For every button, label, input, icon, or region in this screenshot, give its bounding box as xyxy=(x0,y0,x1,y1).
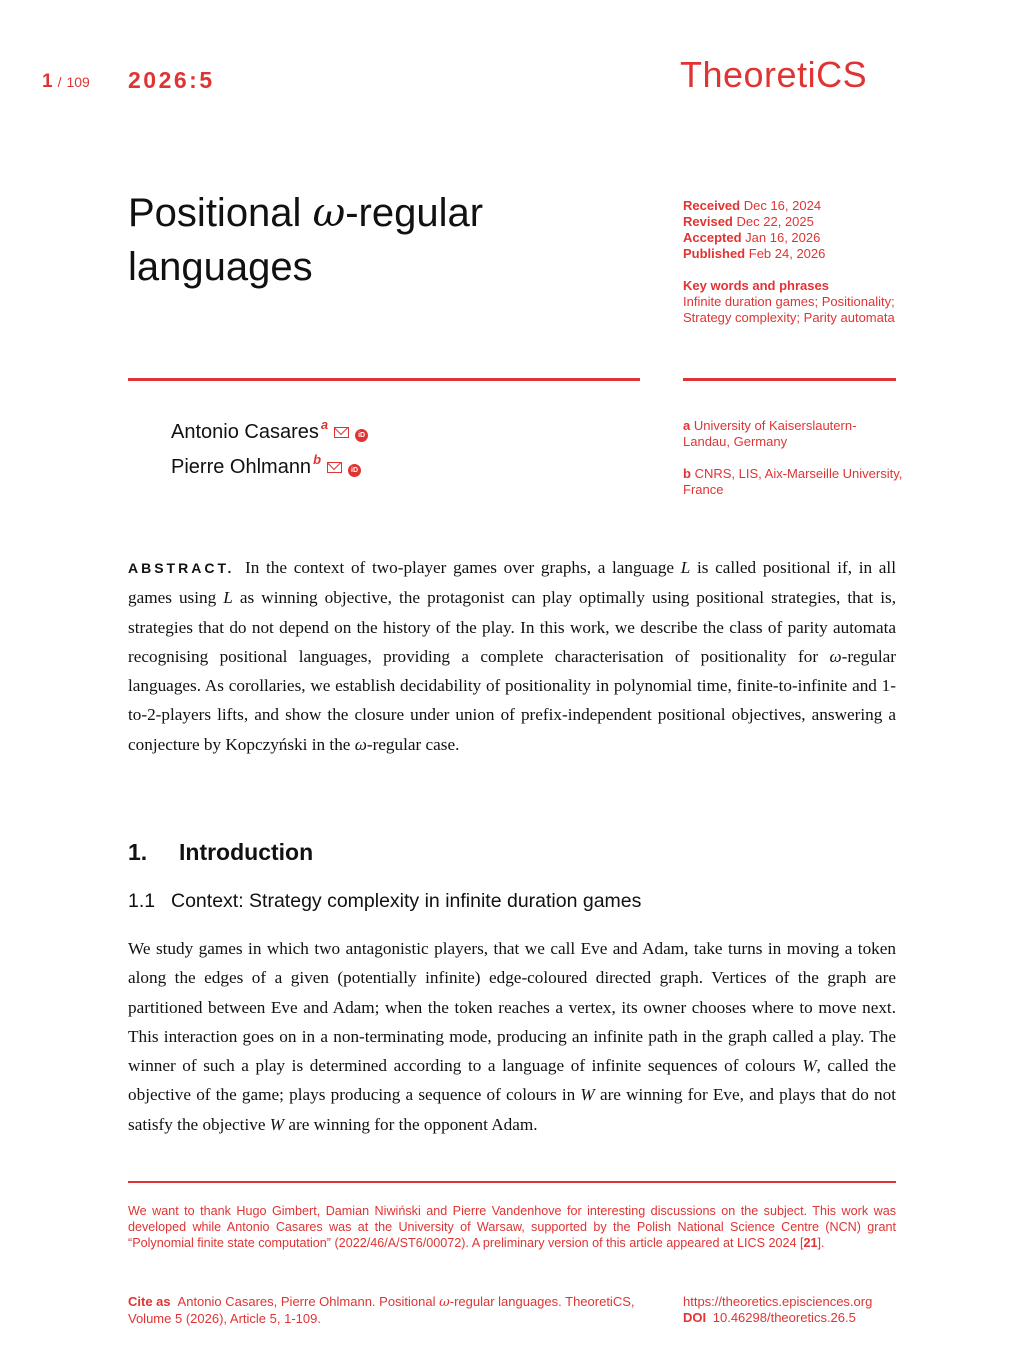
intro-text: are winning for the opponent Adam. xyxy=(284,1114,538,1134)
journal-url-link[interactable]: https://theoretics.episciences.org xyxy=(683,1294,873,1309)
abstract-heading: ABSTRACT. xyxy=(128,560,235,576)
cite-text: -regular languages. TheoretiCS, Volume 5 (2026), Article 5, 1-109. xyxy=(128,1294,635,1326)
title-part2: -regular languages xyxy=(128,191,484,289)
page-number xyxy=(42,71,90,93)
subsection-heading xyxy=(128,890,641,913)
published-label: Published xyxy=(683,246,746,261)
affiliation-a xyxy=(683,418,903,450)
math-omega: ω xyxy=(354,734,367,754)
publication-dates xyxy=(683,198,923,262)
affiliation-b xyxy=(683,466,903,498)
math-L: L xyxy=(223,588,233,608)
accepted-row xyxy=(683,230,923,246)
author-affil-mark: a xyxy=(320,417,329,432)
accepted-date: Jan 16, 2026 xyxy=(745,230,821,245)
title-divider xyxy=(128,378,640,381)
journal-logo[interactable]: TheoretiCS xyxy=(680,54,868,95)
footnote xyxy=(128,1203,896,1252)
email-icon[interactable] xyxy=(327,462,342,473)
abstract-text: -regular languages. As corollaries, we establish decidability of positionality in polynomial time, finite-to-infinite and 1-to-2-players lifts, and show the closure under union of prefix-independent positional objectives, answering a conjecture by Kopczyński in the xyxy=(128,646,896,754)
author-affil-mark: b xyxy=(313,452,322,467)
email-icon[interactable] xyxy=(334,427,349,438)
article-number: 2026:5 xyxy=(128,67,215,93)
accepted-label: Accepted xyxy=(683,230,742,245)
author-casares xyxy=(171,417,368,444)
revised-row xyxy=(683,214,923,230)
doi-link[interactable]: 10.46298/theoretics.26.5 xyxy=(712,1310,856,1325)
page-separator: / xyxy=(57,74,62,90)
cite-label: Cite as xyxy=(128,1294,171,1309)
footnote-divider xyxy=(128,1181,896,1183)
subsection-title: Context: Strategy complexity in infinite duration games xyxy=(171,890,642,912)
affiliation-text: University of Kaiserslautern-Landau, Germany xyxy=(683,418,857,449)
page-total: 109 xyxy=(66,74,90,90)
citation-link[interactable]: 21 xyxy=(803,1236,818,1251)
affiliation-text: CNRS, LIS, Aix-Marseille University, France xyxy=(683,466,903,497)
keywords-text: Infinite duration games; Positionality; Strategy complexity; Parity automata xyxy=(683,294,895,325)
footnote-text: ]. xyxy=(817,1236,825,1251)
abstract xyxy=(128,553,896,759)
affiliation-key: b xyxy=(683,466,691,481)
published-row xyxy=(683,246,923,262)
cite-text: Antonio Casares, Pierre Ohlmann. Positional xyxy=(177,1294,440,1309)
orcid-icon[interactable]: iD xyxy=(355,429,368,442)
keywords-label: Key words and phrases xyxy=(683,278,829,293)
revised-label: Revised xyxy=(683,214,733,229)
journal-links xyxy=(683,1294,903,1326)
math-omega: ω xyxy=(829,646,842,666)
section-number: 1. xyxy=(128,839,148,865)
title-omega: ω xyxy=(312,190,346,236)
footnote-text: We want to thank Hugo Gimbert, Damian Niwiński and Pierre Vandenhove for interesting discussions on the subject. This work was developed while Antonio Casares was at the University of Warsaw, supported by the Polish National Science Centre (NCN) grant “Polynomial finite state computation” (2022/46/A/ST6/00072). A preliminary version of this article appeared at LICS 2024 [ xyxy=(128,1204,896,1251)
abstract-text: is called positional if, in all games using xyxy=(128,558,896,608)
affiliation-key: a xyxy=(683,418,691,433)
abstract-text: In the context of two-player games over graphs, a language xyxy=(238,558,681,577)
intro-text: are winning for Eve, and plays that do not satisfy the objective xyxy=(128,1085,896,1134)
author-name: Antonio Casares xyxy=(171,421,319,443)
received-date: Dec 16, 2024 xyxy=(743,198,822,213)
subsection-number: 1.1 xyxy=(128,890,156,912)
math-omega: ω xyxy=(439,1295,450,1310)
keywords xyxy=(683,278,923,326)
intro-text: We study games in which two antagonistic players, that we call Eve and Adam, take turns in moving a token along the edges of a given (potentially infinite) edge-coloured directed graph. Vertices of the graph are partitioned between Eve and Adam; when the token reaches a vertex, its owner chooses where to move next. This interaction goes on in a non-terminating mode, producing an infinite path in the graph called a play. The winner of such a play is determined according to a language of infinite sequences of colours xyxy=(128,939,896,1076)
section-title: Introduction xyxy=(179,839,314,865)
math-W: W xyxy=(269,1114,285,1134)
math-W: W xyxy=(580,1085,595,1105)
meta-divider xyxy=(683,378,896,381)
orcid-icon[interactable]: iD xyxy=(348,464,361,477)
paper-title xyxy=(128,186,628,294)
received-row xyxy=(683,198,923,214)
doi-row xyxy=(683,1310,903,1326)
intro-paragraph xyxy=(128,934,896,1139)
author-ohlmann xyxy=(171,452,361,479)
abstract-text: -regular case. xyxy=(366,734,460,754)
section-heading xyxy=(128,839,313,866)
math-W: W xyxy=(802,1056,817,1076)
revised-date: Dec 22, 2025 xyxy=(736,214,814,229)
abstract-text: as winning objective, the protagonist can play optimally using positional strategies, that is, strategies that do not depend on the history of the play. In this work, we describe the class of parity automata recognising positional languages, providing a complete characterisation of positionality for xyxy=(128,588,896,666)
title-part1: Positional xyxy=(128,191,313,235)
math-L: L xyxy=(680,558,691,577)
doi-label: DOI xyxy=(683,1310,707,1325)
cite-as xyxy=(128,1294,648,1327)
author-name: Pierre Ohlmann xyxy=(171,456,312,478)
page-current: 1 xyxy=(42,71,53,92)
received-label: Received xyxy=(683,198,741,213)
published-date: Feb 24, 2026 xyxy=(748,246,826,261)
intro-text: , called the objective of the game; plays producing a sequence of colours in xyxy=(128,1056,897,1105)
